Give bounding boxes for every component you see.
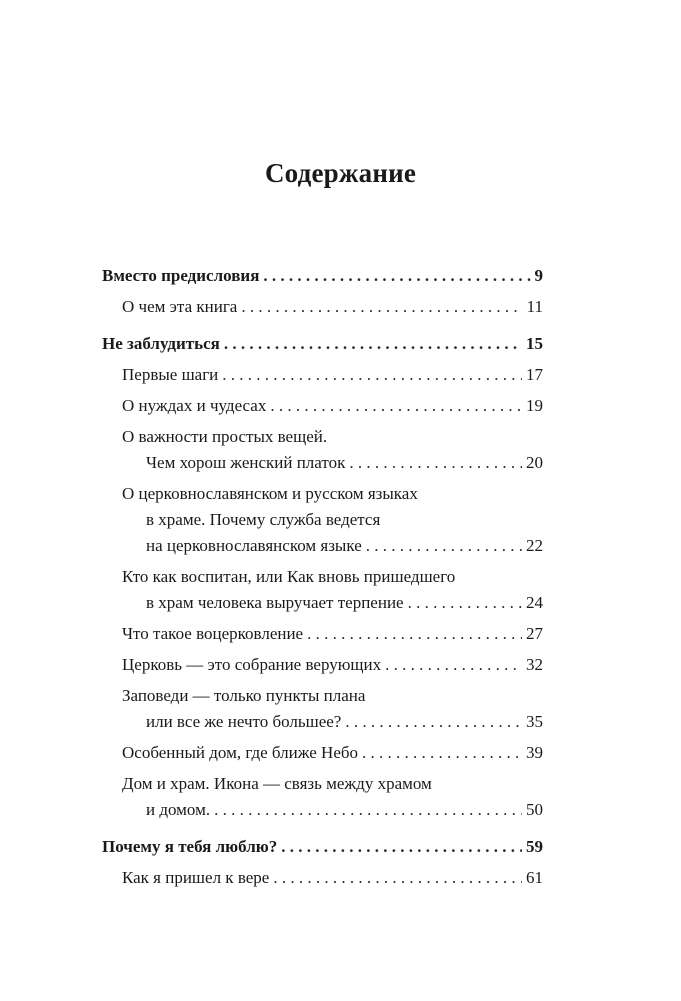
toc-item xyxy=(102,740,543,766)
toc-page-number: 32 xyxy=(526,655,543,674)
dot-leader xyxy=(366,533,522,559)
dot-leader xyxy=(273,865,522,891)
toc-item xyxy=(102,865,543,891)
toc-entry-title: Почему я тебя люблю? xyxy=(102,837,278,856)
toc-page-number: 61 xyxy=(526,868,543,887)
dot-leader xyxy=(281,834,522,860)
toc-item xyxy=(102,362,543,388)
toc-entry-title: Кто как воспитан, или Как вновь пришедшего xyxy=(122,567,456,586)
dot-leader xyxy=(307,621,522,647)
dot-leader xyxy=(224,331,522,357)
toc-item xyxy=(102,683,543,735)
toc-page-number: 35 xyxy=(526,712,543,731)
dot-leader xyxy=(241,294,522,320)
toc-item xyxy=(102,481,543,559)
toc-page-number: 19 xyxy=(526,396,543,415)
toc-page-number: 39 xyxy=(526,743,543,762)
toc-entry-title: О нуждах и чудесах xyxy=(122,396,267,415)
dot-leader xyxy=(385,652,522,678)
dot-leader xyxy=(349,450,522,476)
toc-entry-title: в храм человека выручает терпение xyxy=(146,593,404,612)
toc-page-number: 27 xyxy=(526,624,543,643)
toc-entry-title: Особенный дом, где ближе Небо xyxy=(122,743,359,762)
toc-page-number: 22 xyxy=(526,536,543,555)
toc-entry-title: Не заблудиться xyxy=(102,334,220,353)
dot-leader xyxy=(345,709,522,735)
toc-entry-title: О важности простых вещей. xyxy=(122,427,328,446)
toc-page-number: 17 xyxy=(526,365,543,384)
toc-entry-title: Церковь — это собрание верующих xyxy=(122,655,382,674)
toc-entry-title: Чем хорош женский платок xyxy=(146,453,346,472)
toc-item xyxy=(102,294,543,320)
dot-leader xyxy=(408,590,522,616)
toc-page-number: 50 xyxy=(526,800,543,819)
toc-entry-title: на церковнославянском языке xyxy=(146,536,362,555)
toc-entry-title: или все же нечто большее? xyxy=(146,712,342,731)
toc-item xyxy=(102,564,543,616)
toc-entry-title: Заповеди — только пункты плана xyxy=(122,686,366,705)
toc-page-number: 15 xyxy=(526,334,543,353)
toc-entry-title: и домом. xyxy=(146,800,211,819)
toc-section xyxy=(102,331,543,357)
toc-item xyxy=(102,652,543,678)
page-title: Содержание xyxy=(264,158,417,188)
toc-page-number: 24 xyxy=(526,593,543,612)
toc-entry-title: Что такое воцерковление xyxy=(122,624,304,643)
toc-page-number: 11 xyxy=(526,297,543,316)
toc-section xyxy=(102,834,543,860)
toc-item xyxy=(102,424,543,476)
toc-page-number: 9 xyxy=(534,266,543,285)
toc-page-number: 20 xyxy=(526,453,543,472)
toc-entry-title: Дом и храм. Икона — связь между храмом xyxy=(122,774,432,793)
toc-entry-title: О церковнославянском и русском языках xyxy=(122,484,418,503)
toc-item xyxy=(102,771,543,823)
toc-entry-title: в храме. Почему служба ведется xyxy=(146,510,381,529)
toc-entry-title: Первые шаги xyxy=(122,365,219,384)
toc-entry-title: О чем эта книга xyxy=(122,297,238,316)
dot-leader xyxy=(263,263,530,289)
toc-item xyxy=(102,621,543,647)
toc-item xyxy=(102,393,543,419)
toc-page-number: 59 xyxy=(526,837,543,856)
table-of-contents xyxy=(102,263,543,891)
dot-leader xyxy=(222,362,522,388)
toc-entry-title: Как я пришел к вере xyxy=(122,868,270,887)
dot-leader xyxy=(270,393,522,419)
toc-section xyxy=(102,263,543,289)
toc-entry-title: Вместо предисловия xyxy=(102,266,260,285)
dot-leader xyxy=(214,797,522,823)
dot-leader xyxy=(362,740,522,766)
